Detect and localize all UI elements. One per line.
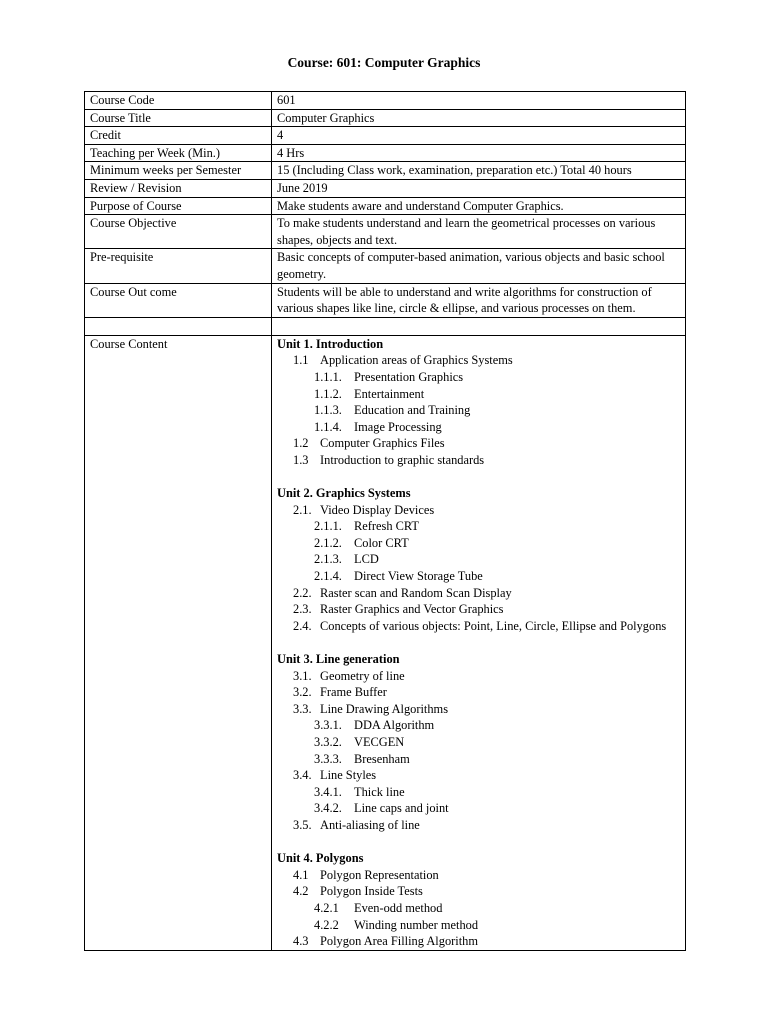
row-value: 15 (Including Class work, examination, preparation etc.) Total 40 hours <box>272 162 686 180</box>
item-text: Raster scan and Random Scan Display <box>320 585 512 600</box>
subtopic-item <box>277 551 680 568</box>
unit-heading: Unit 3. Line generation <box>277 652 400 666</box>
item-text: Line caps and joint <box>354 801 449 816</box>
table-row <box>85 144 686 162</box>
topic-item <box>277 435 680 452</box>
item-text: Polygon Inside Tests <box>320 884 423 899</box>
unit-heading: Unit 4. Polygons <box>277 851 364 866</box>
item-text: Winding number method <box>354 917 479 932</box>
item-text: Anti-aliasing of line <box>320 817 420 832</box>
item-text: Image Processing <box>354 419 442 434</box>
row-label: Course Code <box>85 92 272 110</box>
topic-item <box>277 701 680 718</box>
item-number: 1.1.1. <box>314 369 342 384</box>
item-number: 2.1.2. <box>314 535 342 550</box>
item-text: Bresenham <box>354 751 410 766</box>
item-text: Computer Graphics Files <box>320 436 445 451</box>
topic-item <box>277 585 680 602</box>
item-number: 2.1. <box>293 502 312 517</box>
row-value: Basic concepts of computer-based animation, various objects and basic school geometry. <box>272 249 686 283</box>
subtopic-item <box>277 518 680 535</box>
row-value: Computer Graphics <box>272 109 686 127</box>
row-label: Course Out come <box>85 283 272 317</box>
topic-item <box>277 684 680 701</box>
table-row <box>85 197 686 215</box>
row-value: Students will be able to understand and write algorithms for construction of various shapes like line, circle & ellipse, and various processes on them. <box>272 283 686 317</box>
row-value: 601 <box>272 92 686 110</box>
item-number: 3.2. <box>293 685 312 700</box>
item-text: Polygon Representation <box>320 867 439 882</box>
item-text: LCD <box>354 552 379 567</box>
row-label: Teaching per Week (Min.) <box>85 144 272 162</box>
item-text: Raster Graphics and Vector Graphics <box>320 602 504 617</box>
table-row <box>85 127 686 145</box>
subtopic-item <box>277 800 680 817</box>
topic-item <box>277 668 680 685</box>
item-text: Introduction to graphic standards <box>320 452 485 467</box>
item-text: Refresh CRT <box>354 519 419 534</box>
row-value: June 2019 <box>272 179 686 197</box>
table-row <box>85 92 686 110</box>
item-number: 4.3 <box>293 934 309 949</box>
item-text: DDA Algorithm <box>354 718 435 733</box>
subtopic-item <box>277 734 680 751</box>
item-text: Video Display Devices <box>320 502 435 517</box>
course-details-table <box>84 91 686 951</box>
item-text: Presentation Graphics <box>354 369 464 384</box>
topic-item <box>277 352 680 369</box>
item-text: Concepts of various objects: Point, Line, Circle, Ellipse and Polygons <box>320 618 667 633</box>
course-content-row <box>85 335 686 950</box>
unit-heading: Unit 2. Graphics Systems <box>277 486 411 501</box>
item-text: Line Styles <box>320 768 377 783</box>
item-number: 3.1. <box>293 668 312 683</box>
item-text: Geometry of line <box>320 668 405 683</box>
table-row <box>85 215 686 249</box>
item-text: VECGEN <box>354 734 405 749</box>
row-value: To make students understand and learn the geometrical processes on various shapes, objects and text. <box>272 215 686 249</box>
unit-heading: Unit 1. Introduction <box>277 336 384 351</box>
item-number: 2.4. <box>293 618 312 633</box>
item-number: 3.5. <box>293 817 312 832</box>
item-number: 1.1 <box>293 353 309 368</box>
item-number: 1.1.2. <box>314 386 342 401</box>
subtopic-item <box>277 568 680 585</box>
row-label: Pre-requisite <box>85 249 272 283</box>
item-number: 4.2.2 <box>314 917 339 932</box>
table-row <box>85 179 686 197</box>
topic-item <box>277 767 680 784</box>
item-number: 3.3.3. <box>314 751 342 766</box>
item-text: Direct View Storage Tube <box>354 569 483 584</box>
item-number: 1.2 <box>293 436 309 451</box>
document-title: Course: 601: Computer Graphics <box>287 55 481 70</box>
table-row <box>85 283 686 317</box>
item-text: Even-odd method <box>354 900 443 915</box>
row-label: Minimum weeks per Semester <box>85 162 272 180</box>
topic-item <box>277 618 680 635</box>
row-label: Review / Revision <box>85 179 272 197</box>
unit-block <box>277 336 680 469</box>
table-row-empty <box>85 317 686 335</box>
item-number: 3.4.1. <box>314 784 342 799</box>
item-number: 2.3. <box>293 602 312 617</box>
subtopic-item <box>277 369 680 386</box>
item-text: Line Drawing Algorithms <box>320 701 449 716</box>
course-table-body <box>85 92 686 951</box>
subtopic-item <box>277 917 680 934</box>
item-number: 1.1.3. <box>314 403 342 418</box>
subtopic-item <box>277 386 680 403</box>
topic-item <box>277 452 680 469</box>
row-label <box>85 317 272 335</box>
subtopic-item <box>277 535 680 552</box>
item-number: 1.1.4. <box>314 419 342 434</box>
subtopic-item <box>277 717 680 734</box>
item-number: 2.1.1. <box>314 519 342 534</box>
item-text: Polygon Area Filling Algorithm <box>320 934 478 949</box>
row-value: Make students aware and understand Computer Graphics. <box>272 197 686 215</box>
topic-item <box>277 933 680 950</box>
item-number: 4.1 <box>293 867 309 882</box>
item-number: 2.2. <box>293 585 312 600</box>
item-text: Application areas of Graphics Systems <box>320 353 513 368</box>
item-number: 1.3 <box>293 452 309 467</box>
subtopic-item <box>277 900 680 917</box>
table-row <box>85 249 686 283</box>
topic-item <box>277 502 680 519</box>
course-content-cell <box>272 335 686 950</box>
row-label: Course Objective <box>85 215 272 249</box>
item-number: 3.4. <box>293 768 312 783</box>
item-number: 3.3. <box>293 701 312 716</box>
topic-item <box>277 867 680 884</box>
table-row <box>85 162 686 180</box>
topic-item <box>277 817 680 834</box>
row-label: Purpose of Course <box>85 197 272 215</box>
course-content-label: Course Content <box>85 335 272 950</box>
unit-block <box>277 651 680 834</box>
topic-item <box>277 883 680 900</box>
item-text: Thick line <box>354 784 405 799</box>
table-row <box>85 109 686 127</box>
row-value: 4 Hrs <box>272 144 686 162</box>
item-text: Entertainment <box>354 386 425 401</box>
item-number: 3.3.2. <box>314 734 342 749</box>
row-value <box>272 317 686 335</box>
row-label: Credit <box>85 127 272 145</box>
item-text: Frame Buffer <box>320 685 387 700</box>
row-value: 4 <box>272 127 686 145</box>
item-text: Color CRT <box>354 535 409 550</box>
subtopic-item <box>277 751 680 768</box>
item-number: 3.4.2. <box>314 801 342 816</box>
unit-block <box>277 485 680 634</box>
item-number: 3.3.1. <box>314 718 342 733</box>
item-text: Education and Training <box>354 403 471 418</box>
item-number: 2.1.3. <box>314 552 342 567</box>
item-number: 2.1.4. <box>314 569 342 584</box>
subtopic-item <box>277 419 680 436</box>
row-label: Course Title <box>85 109 272 127</box>
item-number: 4.2.1 <box>314 900 339 915</box>
subtopic-item <box>277 784 680 801</box>
item-number: 4.2 <box>293 884 309 899</box>
unit-block <box>277 850 680 950</box>
topic-item <box>277 601 680 618</box>
subtopic-item <box>277 402 680 419</box>
